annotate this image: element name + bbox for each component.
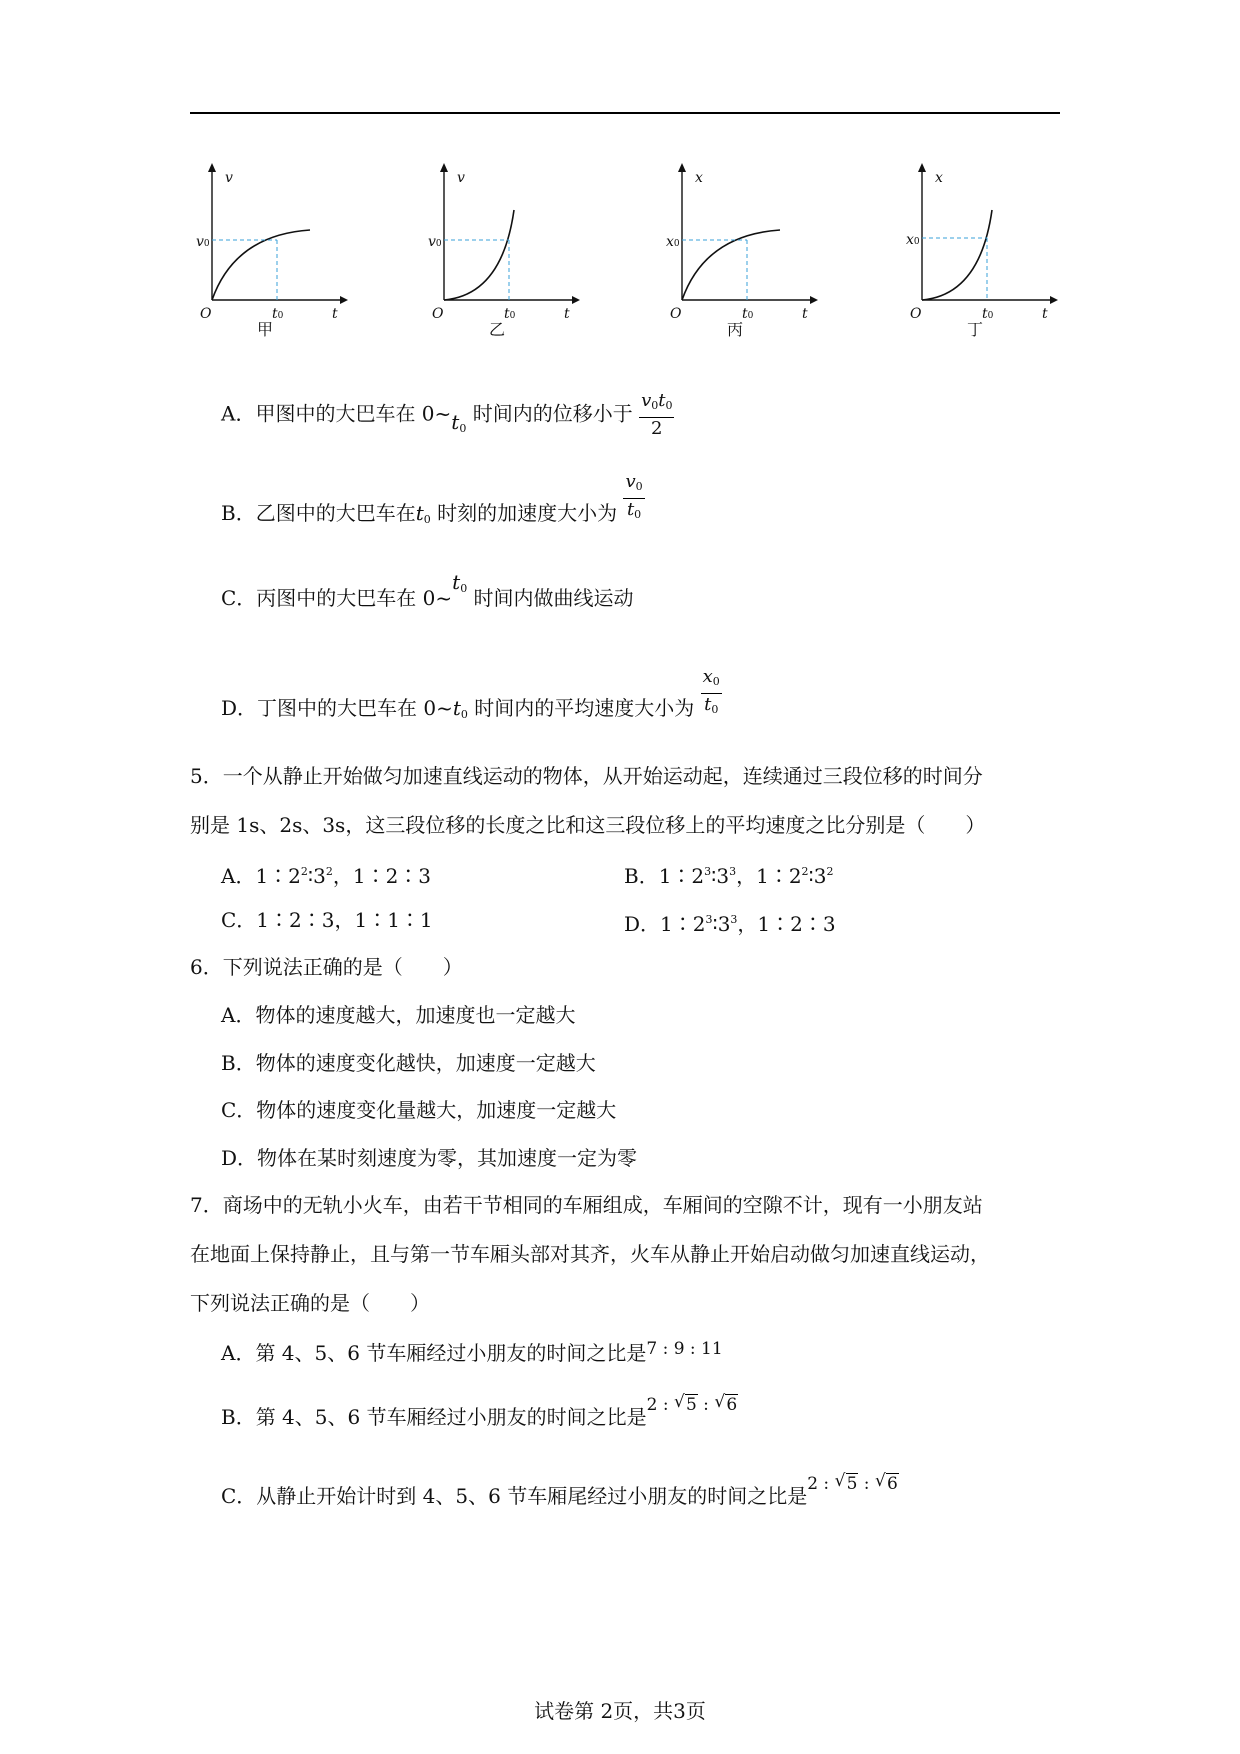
svg-text:t: t (802, 306, 808, 322)
page-footer: 试卷第 2页，共3页 (534, 1699, 706, 1723)
svg-text:O: O (432, 306, 444, 322)
q7-stem-line1: 7．商场中的无轨小火车，由若干节相同的车厢组成，车厢间的空隙不计，现有一小朋友站 (190, 1193, 983, 1217)
graph-jia (190, 160, 390, 350)
q6-option-c[interactable]: C．物体的速度变化量越大，加速度一定越大 (221, 1098, 617, 1122)
q7-option-b[interactable]: B．第 4、5、6 节车厢经过小朋友的时间之比是$^{2 : √ 5 : √ 6}$ (221, 1403, 738, 1433)
svg-text:x0: x0 (906, 232, 920, 248)
graph-jia-plot (190, 160, 350, 320)
q7-stem-line2: 在地面上保持静止，且与第一节车厢头部对其齐，火车从静止开始启动做匀加速直线运动， (190, 1242, 990, 1266)
q6-option-b[interactable]: B．物体的速度变化越快，加速度一定越大 (221, 1051, 596, 1075)
svg-text:v0: v0 (196, 234, 210, 250)
svg-text:O: O (670, 306, 682, 322)
svg-text:t: t (1042, 306, 1048, 322)
svg-text:t0: t0 (982, 306, 994, 322)
graph-bing (660, 160, 860, 350)
q5-stem-line1: 5．一个从静止开始做匀加速直线运动的物体，从开始运动起，连续通过三段位移的时间分 (190, 764, 983, 788)
header-rule (190, 112, 1060, 114)
svg-text:t0: t0 (272, 306, 284, 322)
svg-text:O: O (910, 306, 922, 322)
graph-caption: 丁 (966, 320, 983, 339)
q6-option-a[interactable]: A．物体的速度越大，加速度也一定越大 (221, 1003, 576, 1027)
graph-yi (422, 160, 622, 350)
q7-option-c[interactable]: C．从静止开始计时到 4、5、6 节车厢尾经过小朋友的时间之比是$^{2 : √ 5 : √ 6}$ (221, 1482, 899, 1512)
svg-text:v: v (457, 170, 465, 186)
graph-caption: 乙 (488, 320, 505, 339)
q5-option-a[interactable]: A．$1∶2^2∶3^2$，1∶2∶3 (221, 864, 432, 888)
q6-stem: 6．下列说法正确的是（ ） (190, 955, 463, 979)
fraction-x0-over-t0: $\frac{x_0}{t_0}$ (702, 666, 720, 716)
y-axis-label: v (225, 170, 233, 186)
graph-caption: 甲 (256, 320, 273, 339)
svg-text:t0: t0 (742, 306, 754, 322)
q4-option-b[interactable]: B．乙图中的大巴车在$t_0$ 时刻的加速度大小为 $\frac{v_0}{t_0}$ (221, 471, 643, 526)
q5-option-d[interactable]: D．$1∶2^3∶3^3$，1∶2∶3 (624, 912, 836, 936)
graph-bing-plot (660, 160, 820, 320)
q6-option-d[interactable]: D．物体在某时刻速度为零，其加速度一定为零 (221, 1146, 638, 1170)
graph-yi-plot (422, 160, 582, 320)
svg-text:t: t (564, 306, 570, 322)
q7-option-a[interactable]: A．第 4、5、6 节车厢经过小朋友的时间之比是$^{7 : 9 : 11}$ (221, 1339, 723, 1365)
svg-text:x: x (935, 170, 943, 186)
origin-label: O (200, 306, 212, 322)
graph-ding (900, 160, 1100, 350)
q4-option-a[interactable]: A．甲图中的大巴车在 $0\sim t_0$ 时间内的位移小于 $\frac{v_0t_0}{2}$ (221, 390, 673, 439)
q7-stem-line3: 下列说法正确的是（ ） (190, 1291, 430, 1315)
svg-text:v0: v0 (428, 234, 442, 250)
svg-text:t0: t0 (504, 306, 516, 322)
graph-caption: 丙 (726, 320, 743, 339)
graph-ding-plot (900, 160, 1060, 320)
x-axis-label: t (332, 306, 338, 322)
graph-row (190, 160, 1090, 350)
svg-text:x: x (695, 170, 703, 186)
fraction-v0t0-over-2: $\frac{v_0t_0}{2}$ (641, 390, 673, 439)
q5-option-c[interactable]: C．1∶2∶3，1∶1∶1 (221, 908, 433, 932)
svg-text:x0: x0 (666, 234, 680, 250)
q4-option-d[interactable]: D．丁图中的大巴车在 $0\sim t_0$ 时间内的平均速度大小为 $\frac{x_0}{t_0}$ (221, 666, 720, 721)
q5-stem-line2: 别是 1s、2s、3s，这三段位移的长度之比和这三段位移上的平均速度之比分别是（ ） (190, 813, 986, 837)
q5-option-b[interactable]: B．$1∶2^3∶3^3$，$1∶2^2∶3^2$ (624, 864, 834, 888)
q4-option-c[interactable]: C．丙图中的大巴车在 $0\sim t_0$ 时间内做曲线运动 (221, 570, 634, 610)
fraction-v0-over-t0: $\frac{v_0}{t_0}$ (625, 471, 643, 521)
